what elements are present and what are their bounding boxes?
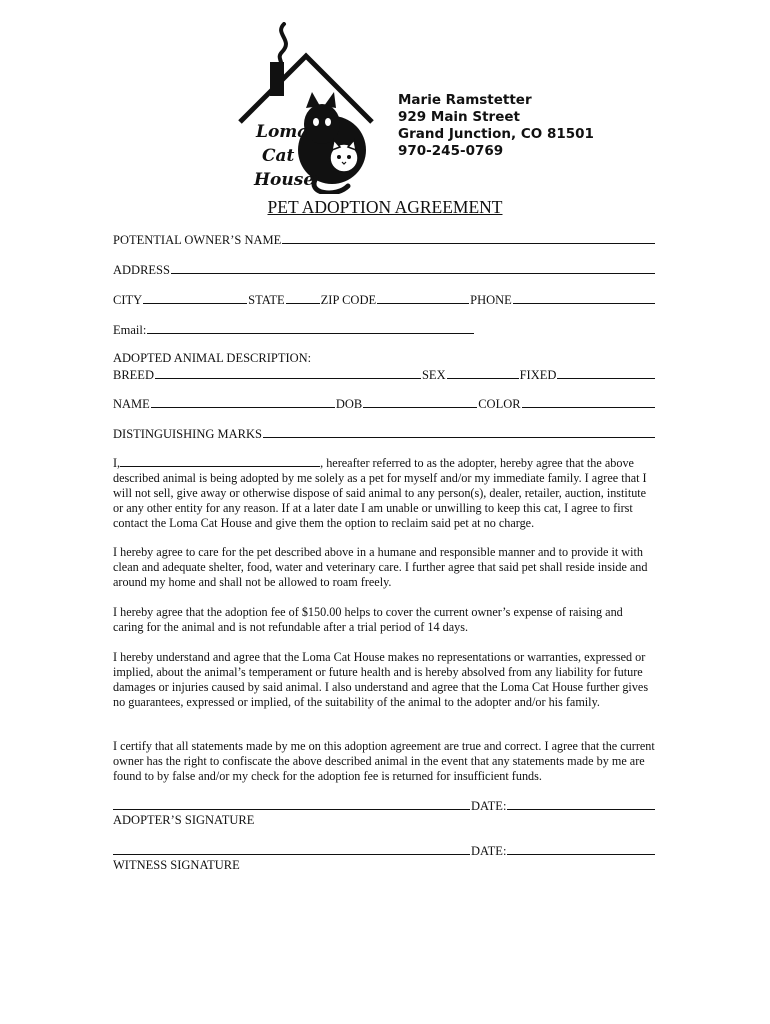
witness-signature-row [113,843,656,859]
color-label: COLOR [478,397,521,411]
p1-text: , hereafter referred to as the adopter, hereby agree that the above described animal is being adopted by me solely as a pet for myself and/or my immediate family. I agree that I will not sell, give away or otherwise dispose of said animal to any person(s), dealer, retailer, auction, institute or any other entity for any reason. If at a later date I am unable or unwilling to keep this cat, I agree to first contact the Loma Cat House and give them the option to reclaim said pet at no charge. [113,456,647,530]
witness-date-label: DATE: [471,844,507,858]
owner-name-label: POTENTIAL OWNER’S NAME [113,233,282,247]
address-row [113,262,656,278]
logo-word-loma: Loma [256,122,309,142]
breed-row [113,367,656,383]
city-label: CITY [113,293,143,307]
contact-name: Marie Ramstetter [398,92,532,108]
adopter-signature-label: ADOPTER’S SIGNATURE [113,813,255,827]
breed-field[interactable] [155,367,421,379]
animal-name-field[interactable] [151,396,335,408]
marks-row [113,426,656,442]
sex-field[interactable] [447,367,519,379]
logo-word-house: House [254,170,315,190]
zip-label: ZIP CODE [320,293,377,307]
state-field[interactable] [286,292,320,304]
marks-label: DISTINGUISHING MARKS [113,427,262,441]
fixed-field[interactable] [557,367,655,379]
animal-desc-label: ADOPTED ANIMAL DESCRIPTION: [113,351,312,365]
email-field[interactable] [147,322,474,334]
animal-name-label: NAME [113,397,150,411]
agreement-paragraph-3: I hereby agree that the adoption fee of $150.00 helps to cover the current owner’s expense of raising and caring for the animal and is not refundable after a trial period of 14 days. [113,605,623,634]
witness-signature-caption-row [113,858,656,873]
dob-label: DOB [335,397,363,411]
name-row [113,396,656,412]
agreement-paragraph-4: I hereby understand and agree that the Loma Cat House makes no representations or warranties, expressed or implied, about the animal’s temperament or future health and is hereby absolved from any liability for future damages or injuries caused by said animal. I also understand and agree that the Loma Cat House further gives no guarantees, expressed or implied, of the suitability of the animal to the adopter and/or his family. [113,650,649,709]
page-title: PET ADOPTION AGREEMENT [267,197,503,217]
address-field[interactable] [171,262,655,274]
address-label: ADDRESS [113,263,170,277]
zip-field[interactable] [377,292,469,304]
owner-name-row [113,232,656,248]
adopter-date-field[interactable] [507,798,655,810]
loma-cat-house-logo [236,22,376,194]
adopter-signature-field[interactable] [113,798,470,810]
dob-field[interactable] [363,396,477,408]
email-label: Email: [113,323,147,337]
fixed-label: FIXED [519,368,557,382]
color-field[interactable] [522,396,655,408]
email-row [113,322,475,338]
contact-phone: 970-245-0769 [398,143,504,159]
agreement-paragraph-2: I hereby agree to care for the pet described above in a humane and responsible manner and to provide it with clean and adequate shelter, food, water and veterinary care. I further agree that said pet shall reside inside and around my home and shall not be allowed to roam freely. [113,545,648,589]
witness-signature-field[interactable] [113,843,470,855]
agreement-paragraph-5: I certify that all statements made by me on this adoption agreement are true and correct. I agree that the current owner has the right to confiscate the above described animal in the event that any statements made by me are found to by false and/or my check for the adoption fee is returned for insufficient funds. [113,739,655,783]
adopter-date-label: DATE: [471,799,507,813]
marks-field[interactable] [263,426,655,438]
state-label: STATE [248,293,285,307]
phone-field[interactable] [513,292,655,304]
contact-street: 929 Main Street [398,109,520,125]
owner-name-field[interactable] [282,232,655,244]
breed-label: BREED [113,368,154,382]
phone-label: PHONE [470,293,512,307]
logo-word-cat: Cat [262,146,295,166]
contact-city: Grand Junction, CO 81501 [398,126,594,142]
agreement-paragraph-1 [113,456,656,531]
adopter-name-blank[interactable] [120,456,320,467]
sex-label: SEX [421,368,446,382]
city-field[interactable] [143,292,247,304]
city-row [113,292,656,308]
animal-desc-row [113,351,656,366]
adopter-signature-caption-row [113,813,656,828]
contact-block [398,92,594,160]
p1-prefix: I, [113,456,121,470]
witness-date-field[interactable] [507,843,655,855]
witness-signature-label: WITNESS SIGNATURE [113,858,240,872]
adopter-signature-row [113,798,656,814]
house-with-cats-icon [236,22,376,194]
